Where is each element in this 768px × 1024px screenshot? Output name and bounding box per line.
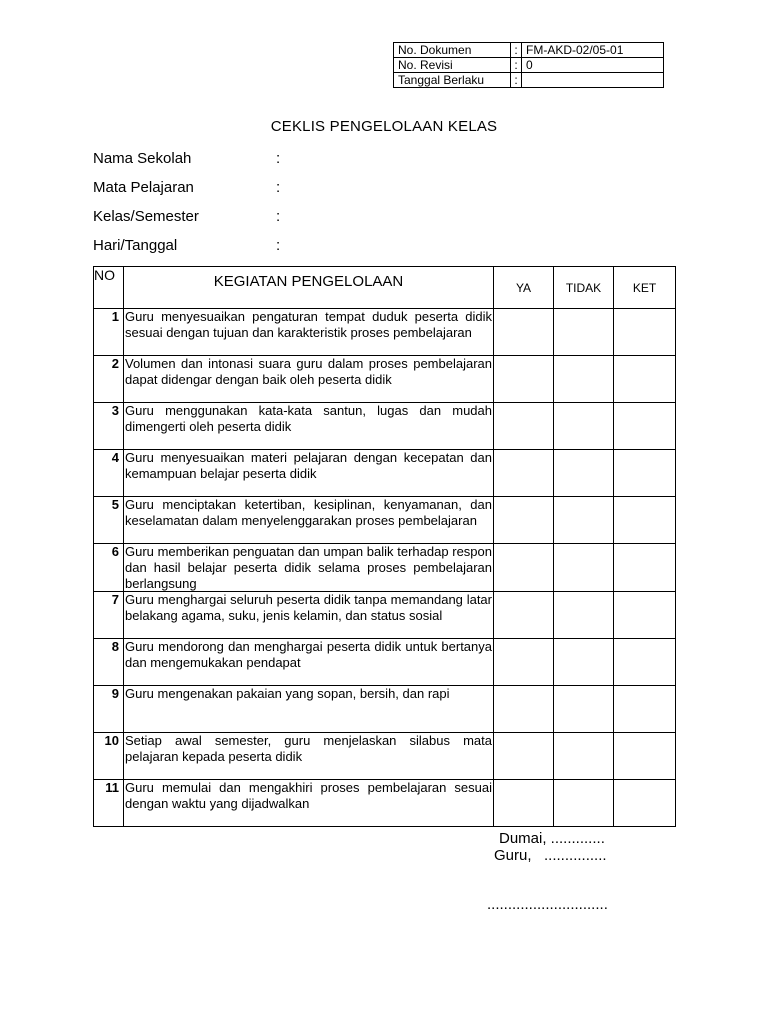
- row-number: 2: [94, 356, 124, 403]
- check-cell-tidak[interactable]: [554, 592, 614, 639]
- check-cell-ya[interactable]: [494, 450, 554, 497]
- table-header-row: [94, 267, 676, 309]
- checklist-table: [93, 266, 676, 827]
- check-cell-tidak[interactable]: [554, 733, 614, 780]
- check-cell-tidak[interactable]: [554, 639, 614, 686]
- header-no: NO: [94, 267, 124, 309]
- signature-place-date: Dumai, .............: [499, 830, 605, 847]
- row-activity: Guru menyesuaikan pengaturan tempat duduk peserta didik sesuai dengan tujuan dan karakteristik proses pembelajaran: [124, 309, 494, 356]
- row-activity: Guru mengenakan pakaian yang sopan, bersih, dan rapi: [124, 686, 494, 733]
- check-cell-tidak[interactable]: [554, 309, 614, 356]
- check-cell-tidak[interactable]: [554, 497, 614, 544]
- signature-line: .............................: [487, 896, 608, 913]
- check-cell-tidak[interactable]: [554, 403, 614, 450]
- row-number: 6: [94, 544, 124, 592]
- doc-info-label: No. Revisi: [394, 58, 511, 73]
- header-activity: KEGIATAN PENGELOLAAN: [124, 267, 494, 309]
- check-cell-tidak[interactable]: [554, 780, 614, 827]
- check-cell-ya[interactable]: [494, 780, 554, 827]
- field-colon: :: [276, 179, 281, 196]
- check-cell-ket[interactable]: [614, 780, 676, 827]
- check-cell-ya[interactable]: [494, 639, 554, 686]
- check-cell-ket[interactable]: [614, 639, 676, 686]
- check-cell-ket[interactable]: [614, 497, 676, 544]
- doc-info-row: [394, 43, 664, 58]
- table-row: [94, 356, 676, 403]
- check-cell-ya[interactable]: [494, 403, 554, 450]
- row-number: 7: [94, 592, 124, 639]
- check-cell-tidak[interactable]: [554, 544, 614, 592]
- field-colon: :: [276, 208, 281, 225]
- check-cell-tidak[interactable]: [554, 356, 614, 403]
- row-number: 1: [94, 309, 124, 356]
- row-number: 5: [94, 497, 124, 544]
- check-cell-ya[interactable]: [494, 592, 554, 639]
- check-cell-ya[interactable]: [494, 733, 554, 780]
- row-activity: Guru memulai dan mengakhiri proses pembelajaran sesuai dengan waktu yang dijadwalkan: [124, 780, 494, 827]
- row-activity: Volumen dan intonasi suara guru dalam proses pembelajaran dapat didengar dengan baik oleh peserta didik: [124, 356, 494, 403]
- check-cell-ya[interactable]: [494, 309, 554, 356]
- check-cell-ket[interactable]: [614, 544, 676, 592]
- signature-role: Guru, ...............: [494, 847, 607, 864]
- check-cell-ket[interactable]: [614, 733, 676, 780]
- doc-info-row: [394, 73, 664, 88]
- field-label: Mata Pelajaran: [93, 179, 194, 196]
- row-activity: Guru menyesuaikan materi pelajaran dengan kecepatan dan kemampuan belajar peserta didik: [124, 450, 494, 497]
- row-activity: Guru menciptakan ketertiban, kesiplinan, kenyamanan, dan keselamatan dalam menyelenggarakan proses pembelajaran: [124, 497, 494, 544]
- field-hari-tanggal: [93, 237, 281, 257]
- check-cell-ya[interactable]: [494, 544, 554, 592]
- row-activity: Setiap awal semester, guru menjelaskan silabus mata pelajaran kepada peserta didik: [124, 733, 494, 780]
- page-title: CEKLIS PENGELOLAAN KELAS: [270, 118, 498, 135]
- table-row: [94, 403, 676, 450]
- row-number: 10: [94, 733, 124, 780]
- doc-info-label: Tanggal Berlaku: [394, 73, 511, 88]
- check-cell-tidak[interactable]: [554, 686, 614, 733]
- row-number: 3: [94, 403, 124, 450]
- doc-info-value: FM-AKD-02/05-01: [522, 43, 664, 58]
- field-mata-pelajaran: [93, 179, 281, 199]
- field-colon: :: [276, 150, 281, 167]
- doc-info-separator: :: [511, 73, 522, 88]
- check-cell-ya[interactable]: [494, 356, 554, 403]
- check-cell-ya[interactable]: [494, 686, 554, 733]
- check-cell-tidak[interactable]: [554, 450, 614, 497]
- doc-info-value: 0: [522, 58, 664, 73]
- row-activity: Guru menghargai seluruh peserta didik tanpa memandang latar belakang agama, suku, jenis kelamin, dan status sosial: [124, 592, 494, 639]
- header-ya: YA: [494, 267, 554, 309]
- check-cell-ket[interactable]: [614, 356, 676, 403]
- check-cell-ket[interactable]: [614, 592, 676, 639]
- field-label: Hari/Tanggal: [93, 237, 178, 254]
- row-number: 8: [94, 639, 124, 686]
- table-row: [94, 686, 676, 733]
- field-kelas-semester: [93, 208, 281, 228]
- check-cell-ket[interactable]: [614, 450, 676, 497]
- table-row: [94, 450, 676, 497]
- row-number: 9: [94, 686, 124, 733]
- check-cell-ya[interactable]: [494, 497, 554, 544]
- field-label: Nama Sekolah: [93, 150, 192, 167]
- table-row: [94, 780, 676, 827]
- header-ket: KET: [614, 267, 676, 309]
- document-info-table: [393, 42, 664, 88]
- doc-info-label: No. Dokumen: [394, 43, 511, 58]
- check-cell-ket[interactable]: [614, 309, 676, 356]
- check-cell-ket[interactable]: [614, 403, 676, 450]
- header-tidak: TIDAK: [554, 267, 614, 309]
- field-label: Kelas/Semester: [93, 208, 199, 225]
- table-row: [94, 309, 676, 356]
- row-activity: Guru mendorong dan menghargai peserta didik untuk bertanya dan mengemukakan pendapat: [124, 639, 494, 686]
- doc-info-value: [522, 73, 664, 88]
- doc-info-row: [394, 58, 664, 73]
- table-row: [94, 544, 676, 592]
- doc-info-separator: :: [511, 43, 522, 58]
- doc-info-separator: :: [511, 58, 522, 73]
- row-number: 11: [94, 780, 124, 827]
- row-activity: Guru memberikan penguatan dan umpan balik terhadap respon dan hasil belajar peserta didik selama proses pembelajaran berlangsung: [125, 544, 492, 591]
- row-number: 4: [94, 450, 124, 497]
- field-nama-sekolah: [93, 150, 281, 170]
- check-cell-ket[interactable]: [614, 686, 676, 733]
- table-row: [94, 639, 676, 686]
- table-row: [94, 592, 676, 639]
- row-activity: Guru menggunakan kata-kata santun, lugas dan mudah dimengerti oleh peserta didik: [124, 403, 494, 450]
- table-row: [94, 733, 676, 780]
- table-row: [94, 497, 676, 544]
- field-colon: :: [276, 237, 281, 254]
